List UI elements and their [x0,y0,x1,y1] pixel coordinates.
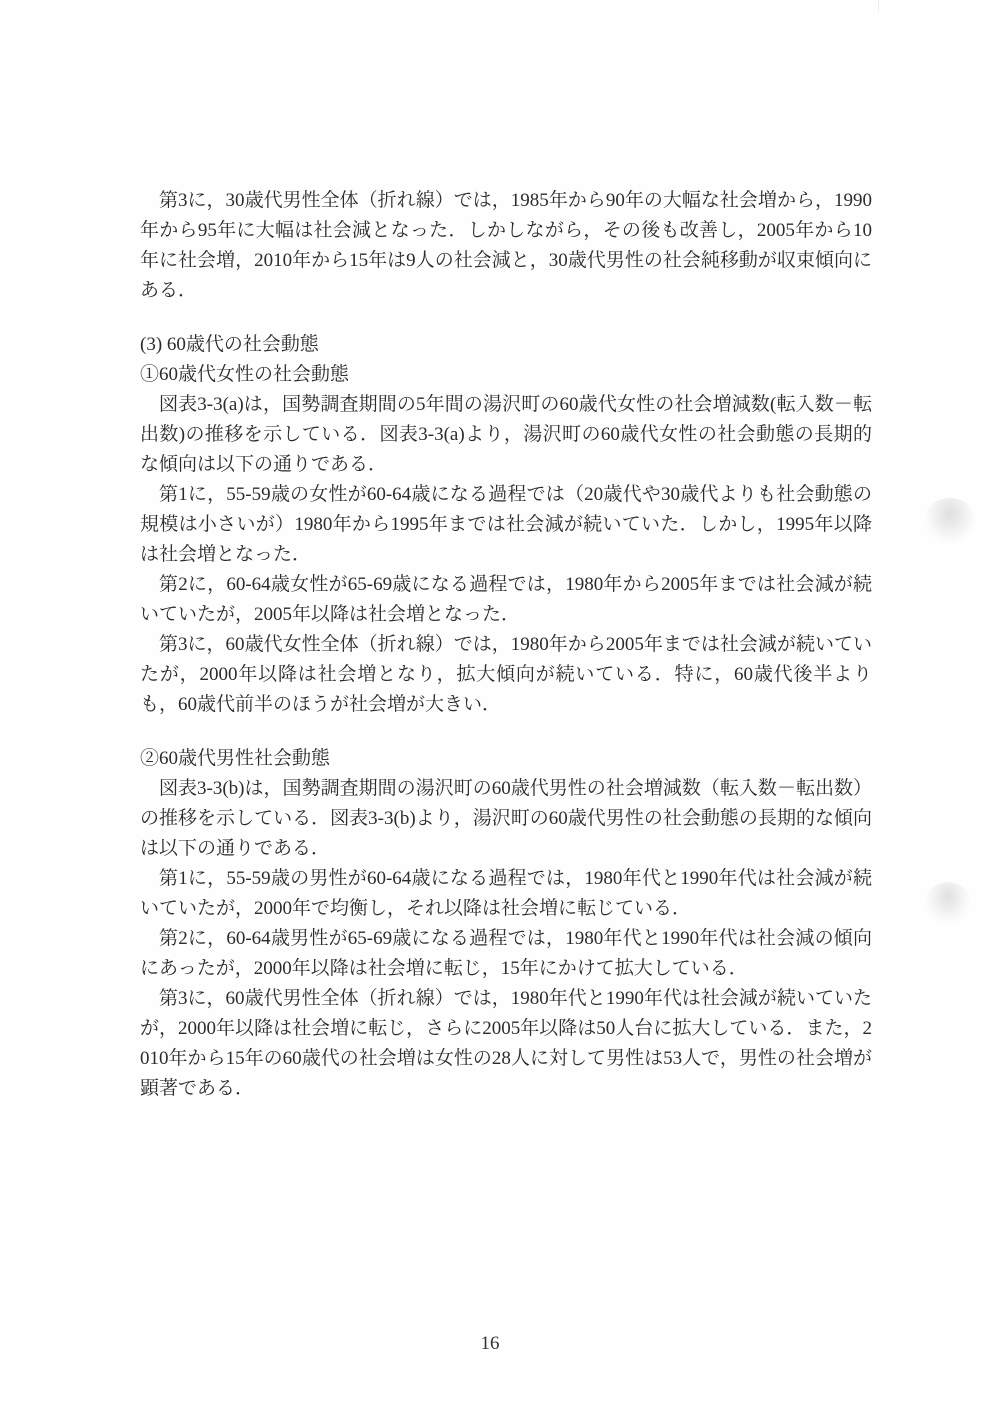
section-heading-60s-social-dynamics: (3) 60歳代の社会動態 [140,334,319,355]
page-number: 16 [480,1333,500,1354]
subsection-heading-60s-female: ①60歳代女性の社会動態 [140,364,350,385]
paragraph-male-point-2: 第2に，60-64歳男性が65-69歳になる過程では，1980年代と1990年代は社会減の傾向にあったが，2000年以降は社会増に転じ，15年にかけて拡大している． [140,928,872,979]
paragraph-female-point-3: 第3に，60歳代女性全体（折れ線）では，1980年から2005年までは社会減が続いていたが，2000年以降は社会増となり，拡大傾向が続いている．特に，60歳代後半よりも，60歳代前半のほうが社会増が大きい． [140,634,872,715]
scan-line-artifact [878,0,879,12]
paragraph-female-point-2: 第2に，60-64歳女性が65-69歳になる過程では，1980年から2005年までは社会減が続いていたが，2005年以降は社会増となった． [140,574,872,625]
document-text-body [140,186,872,1104]
subsection-heading-60s-male: ②60歳代男性社会動態 [140,748,331,769]
paragraph-male-point-1: 第1に，55-59歳の男性が60-64歳になる過程では，1980年代と1990年代は社会減が続いていたが，2000年で均衡し，それ以降は社会増に転じている． [140,868,872,919]
paragraph-male-point-3: 第3に，60歳代男性全体（折れ線）では，1980年代と1990年代は社会減が続いていたが，2000年以降は社会増に転じ，さらに2005年以降は50人台に拡大している．また，2010年から15年の60歳代の社会増は女性の28人に対して男性は53人で，男性の社会増が顕著である． [140,988,872,1099]
paragraph-30s-male-summary: 第3に，30歳代男性全体（折れ線）では，1985年から90年の大幅な社会増から，1990年から95年に大幅は社会減となった．しかしながら，その後も改善し，2005年から10年に社会増，2010年から15年は9人の社会減と，30歳代男性の社会純移動が収束傾向にある． [140,190,872,301]
paragraph-figure-3-3a-intro: 図表3-3(a)は，国勢調査期間の5年間の湯沢町の60歳代女性の社会増減数(転入数－転出数)の推移を示している．図表3-3(a)より，湯沢町の60歳代女性の社会動態の長期的な傾向は以下の通りである． [140,394,872,475]
scan-smudge-artifact [925,882,971,924]
scan-smudge-artifact [924,498,976,544]
paragraph-figure-3-3b-intro: 図表3-3(b)は，国勢調査期間の湯沢町の60歳代男性の社会増減数（転入数－転出数）の推移を示している．図表3-3(b)より，湯沢町の60歳代男性の社会動態の長期的な傾向は以下の通りである． [140,778,872,859]
paragraph-female-point-1: 第1に，55-59歳の女性が60-64歳になる過程では（20歳代や30歳代よりも社会動態の規模は小さいが）1980年から1995年までは社会減が続いていた．しかし，1995年以降は社会増となった． [140,484,872,565]
